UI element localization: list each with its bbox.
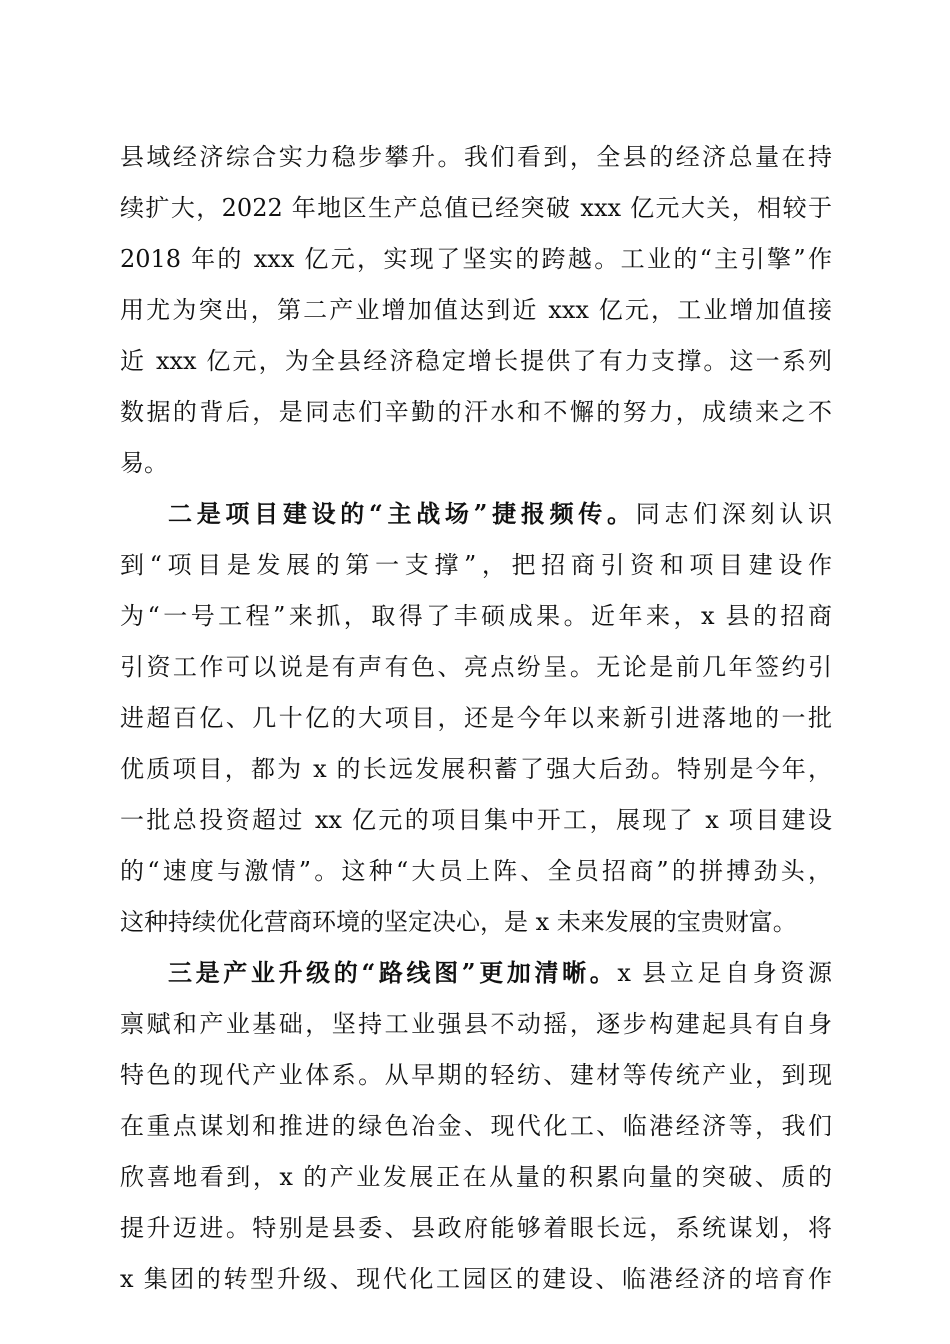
paragraph-3-line: 特色的现代产业体系。从早期的轻纺、建材等传统产业，到现 [120,1061,832,1089]
paragraph-1-line: 县域经济综合实力稳步攀升。我们看到，全县的经济总量在持 [120,143,832,171]
paragraph-3-line: x 集团的转型升级、现代化工园区的建设、临港经济的培育作 [120,1265,832,1293]
paragraph-1-line: 近 xxx 亿元，为全县经济稳定增长提供了有力支撑。这一系列 [120,347,832,375]
paragraph-3-heading: 三是产业升级的“路线图”更加清晰。 [168,958,618,987]
paragraph-1-line: 数据的背后，是同志们辛勤的汗水和不懈的努力，成绩来之不 [120,398,832,426]
paragraph-2-heading: 二是项目建设的“主战场”捷报频传。 [168,499,636,528]
paragraph-2-line: 为“一号工程”来抓，取得了丰硕成果。近年来，x 县的招商 [120,602,832,630]
paragraph-1-line: 续扩大，2022 年地区生产总值已经突破 xxx 亿元大关，相较于 [120,194,832,222]
paragraph-2-first-line [168,499,832,529]
paragraph-2-line: 这种持续优化营商环境的坚定决心，是 x 未来发展的宝贵财富。 [120,908,797,936]
paragraph-2-line: 的“速度与激情”。这种“大员上阵、全员招商”的拼搏劲头， [120,857,832,885]
paragraph-2-line: 引资工作可以说是有声有色、亮点纷呈。无论是前几年签约引 [120,653,832,681]
paragraph-3-line: 提升迈进。特别是县委、县政府能够着眼长远，系统谋划，将 [120,1214,832,1242]
paragraph-1-line: 2018 年的 xxx 亿元，实现了坚实的跨越。工业的“主引擎”作 [120,245,832,273]
paragraph-2-line: 进超百亿、几十亿的大项目，还是今年以来新引进落地的一批 [120,704,832,732]
paragraph-3-line: 欣喜地看到，x 的产业发展正在从量的积累向量的突破、质的 [120,1163,832,1191]
paragraph-2-first-rest: 同志们深刻认识 [635,500,833,528]
paragraph-1-line: 用尤为突出，第二产业增加值达到近 xxx 亿元，工业增加值接 [120,296,832,324]
paragraph-2-line: 到“项目是发展的第一支撑”，把招商引资和项目建设作 [120,551,832,579]
paragraph-3-line: 禀赋和产业基础，坚持工业强县不动摇，逐步构建起具有自身 [120,1010,832,1038]
paragraph-3-first-line [168,958,832,988]
paragraph-3-line: 在重点谋划和推进的绿色冶金、现代化工、临港经济等，我们 [120,1112,832,1140]
paragraph-2-line: 一批总投资超过 xx 亿元的项目集中开工，展现了 x 项目建设 [120,806,832,834]
paragraph-2-line: 优质项目，都为 x 的长远发展积蓄了强大后劲。特别是今年， [120,755,832,783]
paragraph-3-first-rest: x 县立足自身资源 [617,959,832,987]
paragraph-1-line: 易。 [120,449,168,477]
